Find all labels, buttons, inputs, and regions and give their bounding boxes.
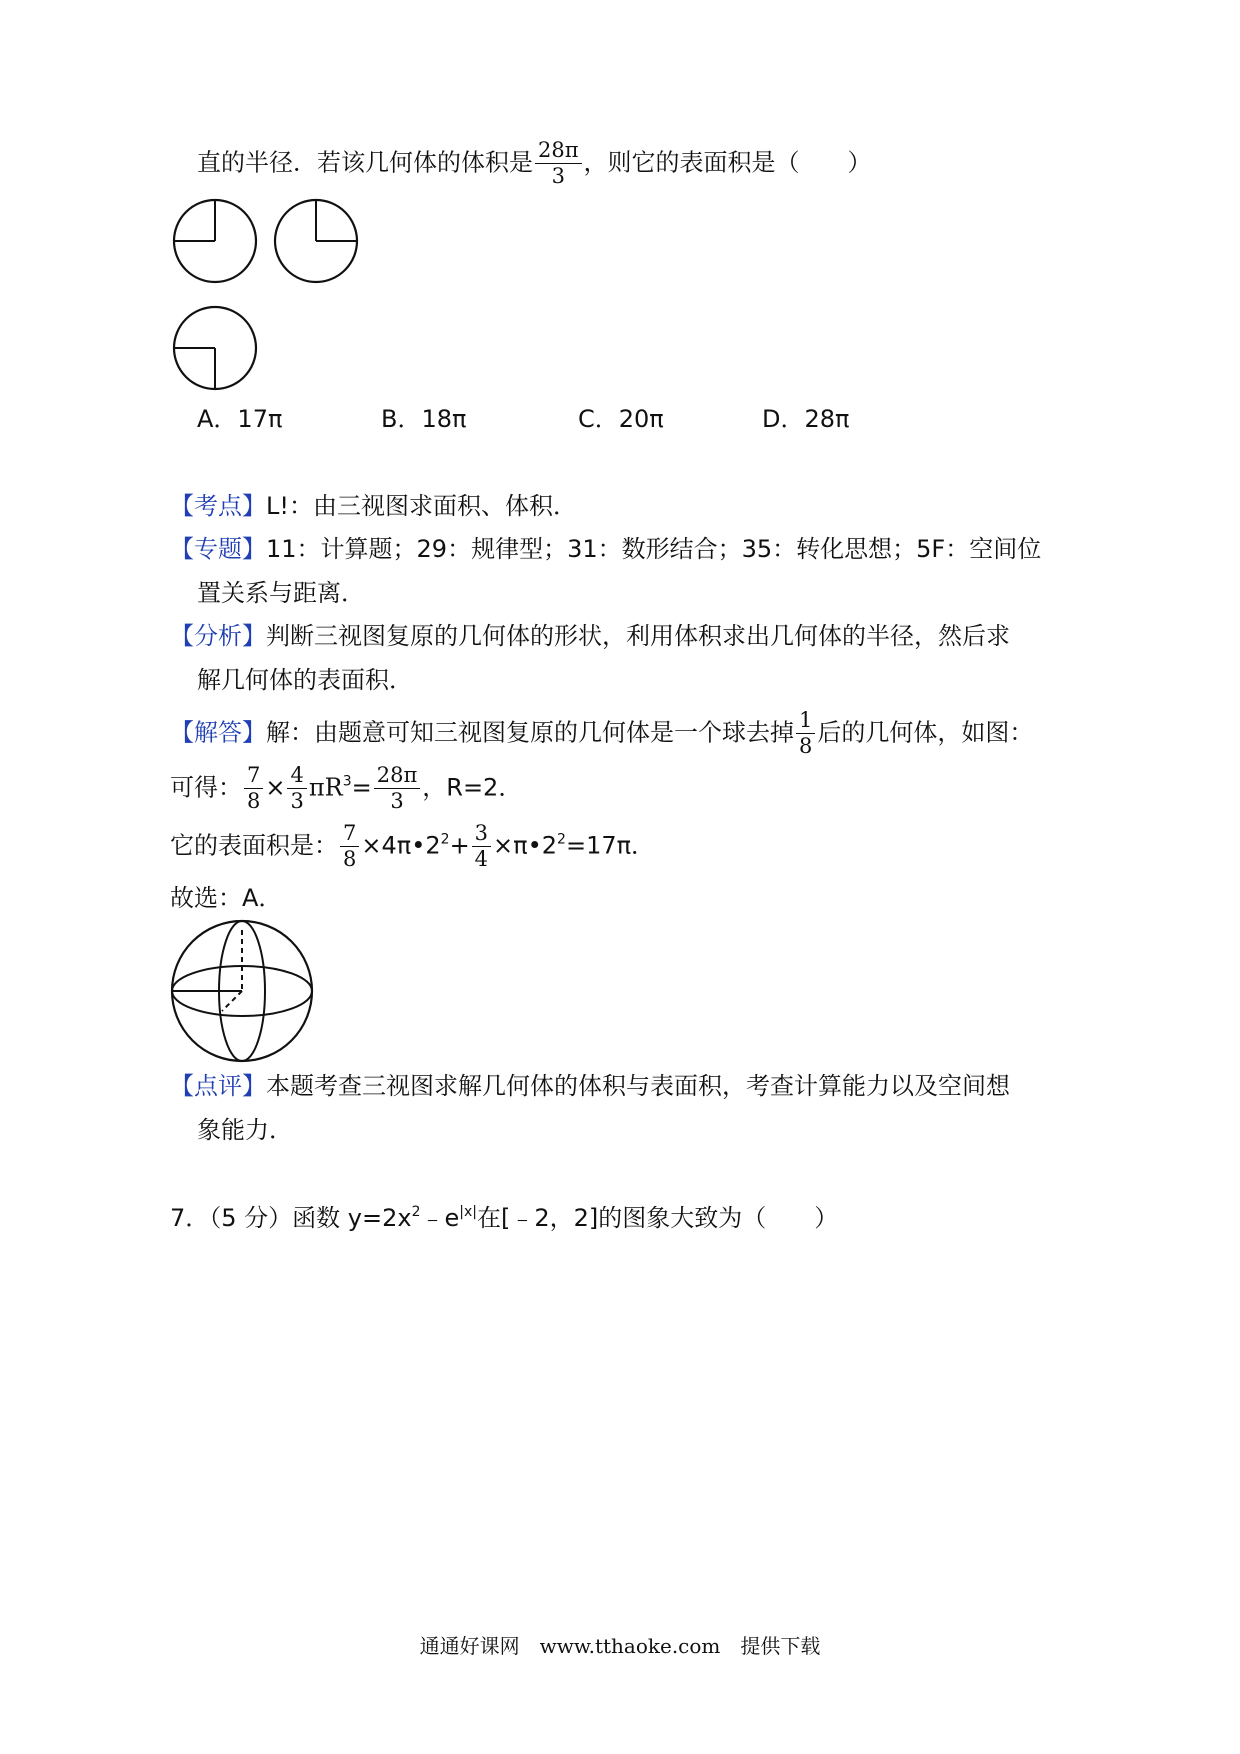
fenxi-line-2: 解几何体的表面积． [197, 666, 413, 694]
jieda-fraction: $\frac{1}{8}$ [796, 710, 815, 757]
option-c[interactable]: C．20π [578, 405, 664, 433]
zhuanti-text-1: 11：计算题；29：规律型；31：数形结合；35：转化思想；5F：空间位 [266, 535, 1042, 563]
equation-surface: 它的表面积是： $\frac{7}{8}$ $\times 4\pi•2^2+$ $\frac{3}{4}$ $\times\pi•2^2=17\pi$． [170, 821, 656, 871]
q6-volume-fraction [535, 140, 582, 187]
dianping-text-1: 本题考查三视图求解几何体的体积与表面积，考查计算能力以及空间想 [266, 1072, 1010, 1100]
answer-line: 故选：A． [170, 884, 283, 912]
three-view-side [273, 198, 363, 288]
kaodian-line [170, 492, 577, 521]
eq1-frac-7-8: $\frac{7}{8}$ [244, 765, 263, 812]
option-a[interactable]: A．17π [197, 405, 283, 433]
zhuanti-line-2: 置关系与距离． [197, 579, 365, 607]
three-view-top [172, 305, 262, 395]
eq1-frac-28pi-3: $\frac{28\pi}{3}$ [374, 765, 421, 812]
zhuanti-line-1 [170, 535, 1041, 564]
jieda-tag: 【解答】 [170, 718, 266, 747]
kaodian-tag: 【考点】 [170, 492, 266, 520]
eq1-frac-4-3: $\frac{4}{3}$ [287, 765, 306, 812]
fenxi-tag: 【分析】 [170, 622, 266, 650]
zhuanti-tag: 【专题】 [170, 535, 266, 563]
q6-frac-num: 28π [535, 140, 582, 164]
sphere-figure [170, 920, 320, 1065]
eq2-frac-3-4: $\frac{3}{4}$ [472, 823, 491, 870]
q6-stem-prefix: 直的半径．若该几何体的体积是 [197, 148, 533, 177]
jieda-line [170, 710, 1033, 757]
fenxi-line-1 [170, 622, 1010, 651]
dianping-tag: 【点评】 [170, 1072, 266, 1100]
kaodian-text: L!：由三视图求面积、体积． [266, 492, 577, 520]
dianping-line-1 [170, 1072, 1010, 1101]
option-d[interactable]: D．28π [762, 405, 850, 433]
three-view-front [172, 198, 262, 288]
question7-stem: 7．（5 分）函数 $y=2x^2﹣e^{|x|}$在[﹣2，2]的图象大致为（ ） [170, 1204, 839, 1232]
equation-volume: 可得： $\frac{7}{8}$ × $\frac{4}{3}$ $\pi R^3=$ $\frac{28\pi}{3}$ ，R=2． [170, 763, 523, 813]
page-footer: 通通好课网 www.tthaoke.com 提供下载 [419, 1634, 821, 1658]
q6-stem-suffix: ，则它的表面积是（ ） [583, 148, 872, 177]
q6-stem [197, 140, 872, 187]
fenxi-text-1: 判断三视图复原的几何体的形状，利用体积求出几何体的半径，然后求 [266, 622, 1010, 650]
dianping-line-2: 象能力． [197, 1116, 293, 1144]
jieda-suffix: 后的几何体，如图： [817, 718, 1034, 747]
q6-frac-den: 3 [551, 164, 565, 188]
jieda-prefix: 解：由题意可知三视图复原的几何体是一个球去掉 [266, 718, 794, 747]
eq2-frac-7-8: $\frac{7}{8}$ [340, 823, 359, 870]
option-b[interactable]: B．18π [381, 405, 467, 433]
